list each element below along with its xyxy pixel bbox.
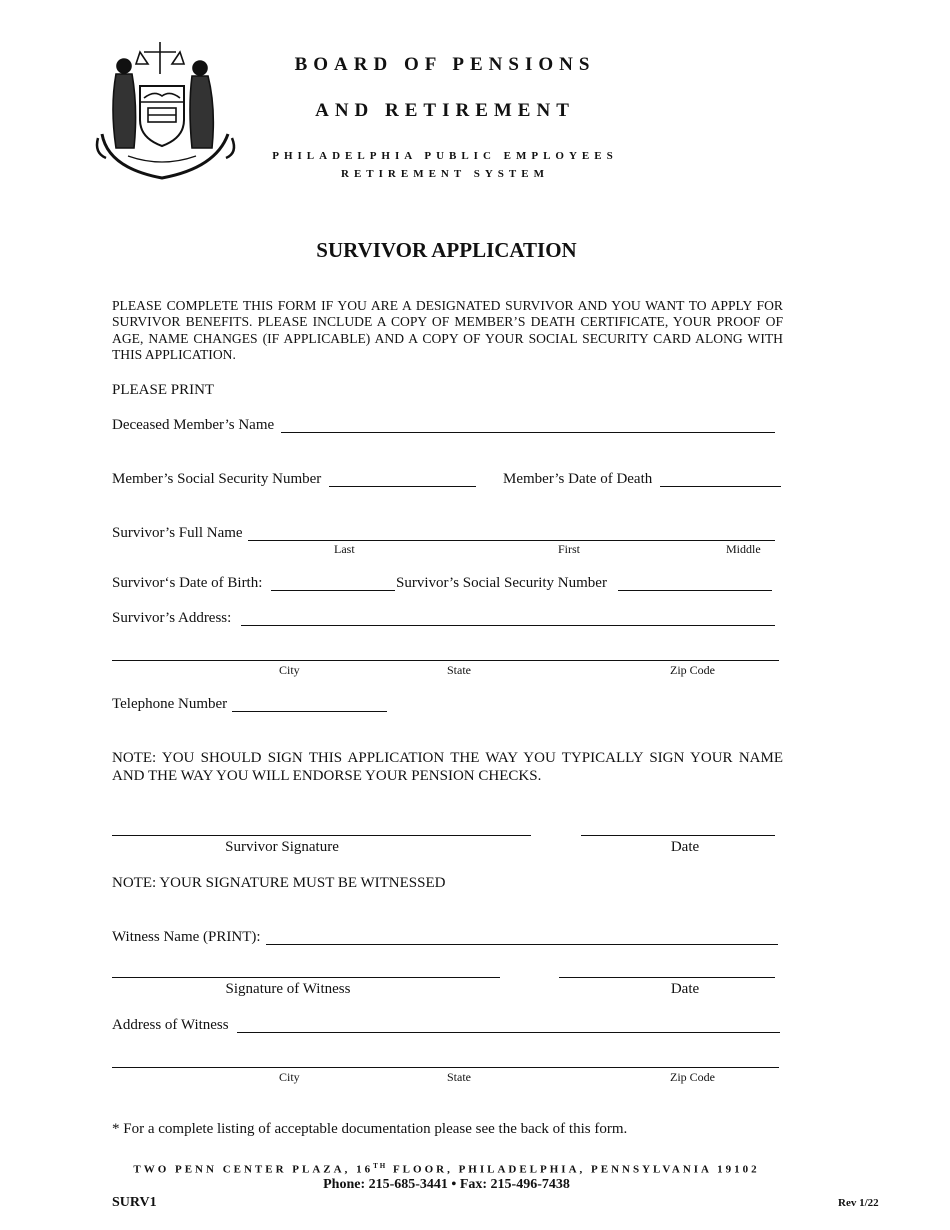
survivor-address-field[interactable]: [241, 625, 775, 626]
footer-address: [0, 1162, 893, 1176]
witness-signature-caption: Signature of Witness: [225, 981, 351, 997]
witness-signature-field[interactable]: [112, 977, 500, 978]
survivor-signature-date-field[interactable]: [581, 835, 775, 836]
survivor-state-caption: State: [447, 663, 471, 677]
deceased-name-label: Deceased Member’s Name: [112, 417, 275, 433]
footer-contact: Phone: 215-685-3441 • Fax: 215-496-7438: [323, 1177, 570, 1192]
city-seal-logo: [88, 38, 248, 188]
footer-address-start: TWO PENN CENTER PLAZA, 16: [133, 1163, 374, 1176]
form-title: SURVIVOR APPLICATION: [316, 238, 577, 262]
name-middle-caption: Middle: [726, 542, 761, 556]
documentation-footnote: * For a complete listing of acceptable documentation please see the back of this form.: [112, 1121, 628, 1137]
form-code: SURV1: [112, 1195, 157, 1210]
member-ssn-field[interactable]: [329, 486, 476, 487]
witness-city-caption: City: [279, 1070, 300, 1084]
survivor-signature-field[interactable]: [112, 835, 531, 836]
footer-address-ordinal: TH: [373, 1162, 388, 1170]
witness-address-field[interactable]: [237, 1032, 780, 1033]
revision-date: Rev 1/22: [838, 1197, 879, 1209]
witness-address-label: Address of Witness: [112, 1017, 229, 1033]
name-first-caption: First: [558, 542, 581, 556]
survivor-zip-caption: Zip Code: [670, 663, 715, 677]
survivor-signature-caption: Survivor Signature: [225, 839, 339, 855]
member-ssn-label: Member’s Social Security Number: [112, 471, 322, 487]
witness-zip-caption: Zip Code: [670, 1070, 715, 1084]
member-dod-label: Member’s Date of Death: [503, 471, 653, 487]
witness-name-field[interactable]: [266, 944, 778, 945]
org-title-line1: BOARD OF PENSIONS: [294, 54, 596, 75]
witness-date-caption: Date: [670, 981, 700, 997]
member-dod-field[interactable]: [660, 486, 781, 487]
survivor-dob-field[interactable]: [271, 590, 395, 591]
witness-date-field[interactable]: [559, 977, 775, 978]
telephone-field[interactable]: [232, 711, 387, 712]
survivor-address-label: Survivor’s Address:: [112, 610, 232, 626]
survivor-ssn-label: Survivor’s Social Security Number: [396, 575, 607, 591]
telephone-label: Telephone Number: [112, 696, 228, 712]
name-last-caption: Last: [334, 542, 355, 556]
org-title-line2: AND RETIREMENT: [315, 100, 575, 121]
signature-note: NOTE: YOU SHOULD SIGN THIS APPLICATION THE WAY YOU TYPICALLY SIGN YOUR NAME AND THE WAY YOU WILL ENDORSE YOUR PENSION CHECKS.: [112, 750, 783, 784]
survivor-ssn-field[interactable]: [618, 590, 772, 591]
witness-note: NOTE: YOUR SIGNATURE MUST BE WITNESSED: [112, 875, 446, 891]
survivor-dob-label: Survivor‘s Date of Birth:: [112, 575, 263, 591]
system-title-line2: RETIREMENT SYSTEM: [341, 168, 549, 180]
witness-name-label: Witness Name (PRINT):: [112, 929, 261, 945]
system-title-line1: PHILADELPHIA PUBLIC EMPLOYEES: [272, 150, 618, 162]
witness-city-state-zip-field[interactable]: [112, 1067, 779, 1068]
witness-state-caption: State: [447, 1070, 471, 1084]
survivor-date-caption: Date: [670, 839, 700, 855]
deceased-name-field[interactable]: [281, 432, 775, 433]
instructions-paragraph: PLEASE COMPLETE THIS FORM IF YOU ARE A DESIGNATED SURVIVOR AND YOU WANT TO APPLY FOR SURVIVOR BENEFITS. PLEASE INCLUDE A COPY OF MEMBER’S DEATH CERTIFICATE, YOUR PROOF OF AGE, NAME CHANGES (IF APPLICABLE) AND A COPY OF YOUR SOCIAL SECURITY CARD ALONG WITH THIS APPLICATION.: [112, 298, 783, 362]
survivor-name-field[interactable]: [248, 540, 775, 541]
please-print-label: PLEASE PRINT: [112, 382, 215, 398]
survivor-city-caption: City: [279, 663, 300, 677]
survivor-name-label: Survivor’s Full Name: [112, 525, 243, 541]
survivor-city-state-zip-field[interactable]: [112, 660, 779, 661]
footer-address-end: FLOOR, PHILADELPHIA, PENNSYLVANIA 19102: [387, 1163, 760, 1176]
